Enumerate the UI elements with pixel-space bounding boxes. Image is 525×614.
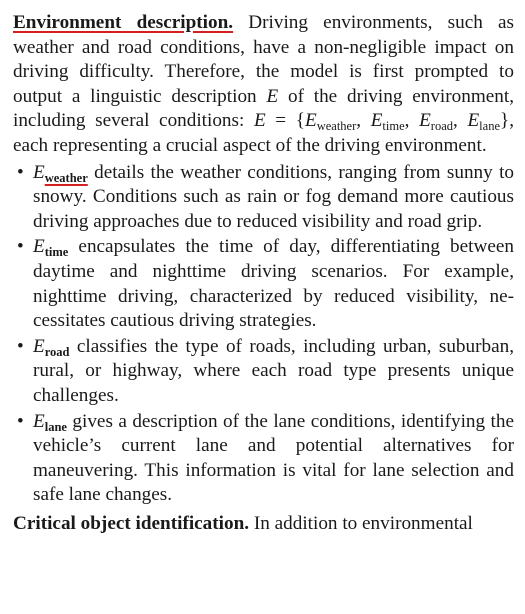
list-item-weather	[13, 161, 514, 235]
list-item-time	[13, 235, 514, 333]
critical-object-text: In addition to environmental	[249, 512, 473, 534]
list-item-road	[13, 335, 514, 409]
subscript-lane: lane	[479, 119, 500, 134]
env-text-3: , each representing a crucial aspect of the driving environment.	[13, 110, 515, 156]
bullet-icon: •	[17, 236, 24, 258]
bullet-weather-text: details the weather conditions, ranging from sunny to snowy. Conditions such as rain or fog demand more cautious driving approaches due to reduced visibility and road grip.	[33, 161, 514, 232]
document-page	[13, 11, 514, 536]
subscript-weather: weather	[316, 119, 357, 134]
subscript-weather-bold: weather	[44, 170, 88, 185]
env-text-2: of the driving environment, including several conditions:	[13, 85, 514, 132]
environment-conditions-list	[13, 161, 514, 508]
critical-object-heading: Critical object identification.	[13, 512, 250, 534]
bullet-icon: •	[17, 161, 24, 183]
environment-description-heading: Environment description.	[13, 12, 234, 33]
environment-description-paragraph: Environment description. Driving environments, such as weather and road conditions, have a non-negligible impact on driving difficulty. Therefore, the model is first prompted to output a linguistic description E of the driving environment, including several conditions: $E = \{E_{weather}$, $E_{time}$, $E_{road}$, $E_{lane}$}, each representing a crucial aspect of the driving environment.	[13, 12, 515, 156]
bullet-icon: •	[17, 410, 24, 432]
var-e-time: $E_{time}$	[370, 110, 405, 134]
subscript-time: time	[382, 119, 405, 134]
bullet-road-text: classifies the type of roads, including urban, suburban, rural, or highway, where each road type presents unique challenges.	[33, 335, 514, 406]
var-e-time-term: $E_{time}$	[33, 236, 69, 260]
subscript-road-bold: road	[44, 344, 70, 359]
var-e-weather-term: $E_{weather}$	[33, 161, 88, 185]
subscript-time-bold: time	[44, 245, 69, 260]
var-e-lane: $E_{lane}$	[467, 110, 500, 134]
subscript-lane-bold: lane	[44, 419, 67, 434]
env-eq: = {	[265, 110, 305, 132]
env-text-1: Driving environments, such as weather and road conditions, have a non-negligible impact on driving difficulty. Therefore, the model is first prompted to output a linguistic description	[13, 12, 514, 107]
critical-object-paragraph	[13, 512, 514, 537]
var-e-road-term: $E_{road}$	[33, 335, 70, 359]
var-e-set: E	[253, 110, 266, 132]
var-e-lane-term: $E_{lane}$	[33, 410, 67, 434]
env-close: }	[500, 110, 510, 132]
bullet-icon: •	[17, 335, 24, 357]
var-e-road: $E_{road}$	[419, 110, 454, 134]
var-e: E	[266, 85, 279, 107]
subscript-road: road	[430, 119, 454, 134]
var-e-weather: $E_{weather}$	[304, 110, 357, 134]
bullet-lane-text: gives a description of the lane conditions, identifying the vehicle’s current lane and potential alternatives for maneuvering. This information is vital for lane selection and safe lane changes.	[33, 410, 514, 506]
bullet-time-text: encapsulates the time of day, differentiating between daytime and nighttime driving scenarios. For example, nighttime driving, characterized by reduced visibility, necessitates cautious driving strategies.	[33, 236, 514, 332]
list-item-lane	[13, 410, 514, 508]
